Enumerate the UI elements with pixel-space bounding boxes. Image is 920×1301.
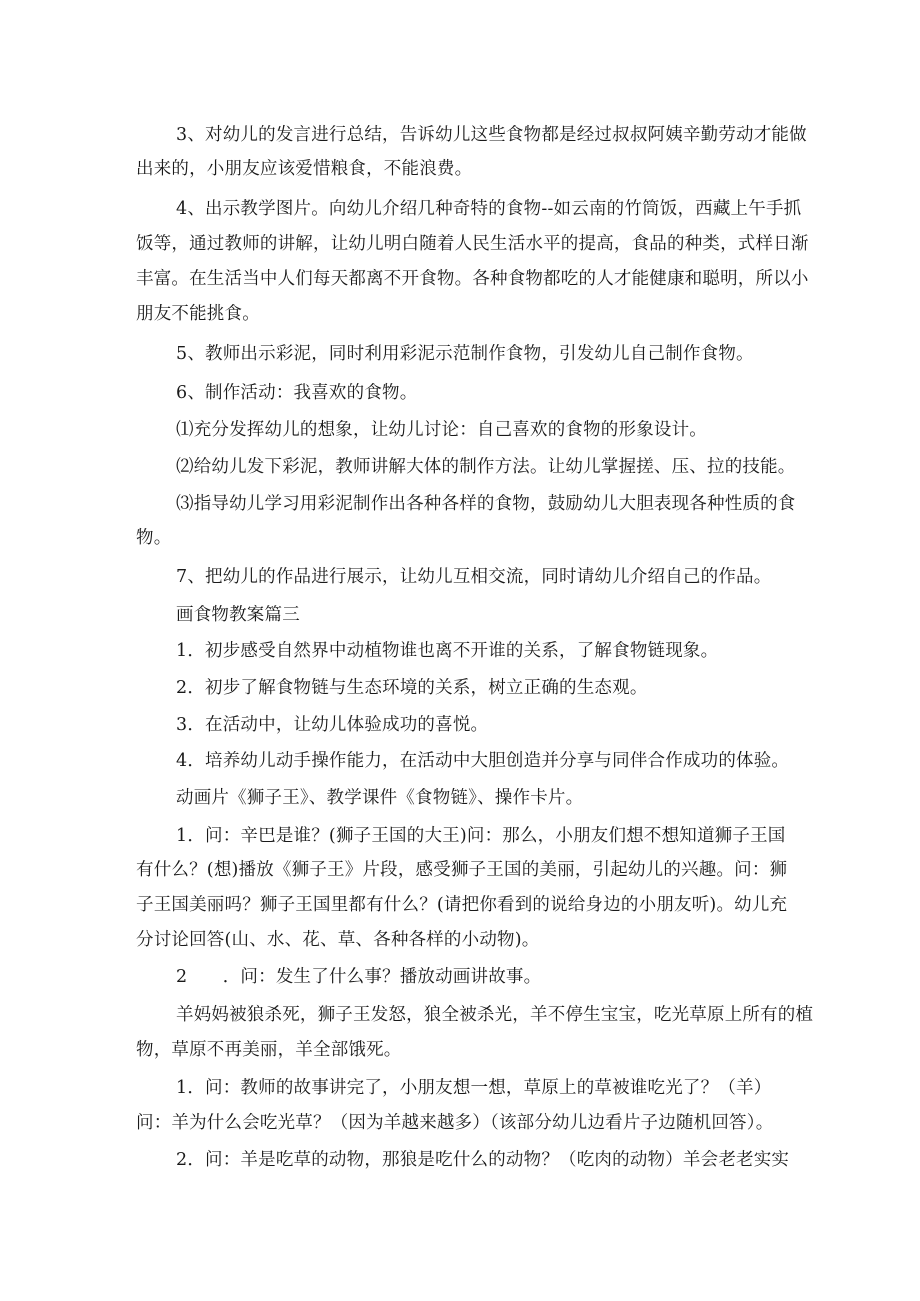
text-line: 出来的，小朋友应该爱惜粮食，不能浪费。 xyxy=(136,159,473,179)
text-line: 7、把幼儿的作品进行展示，让幼儿互相交流，同时请幼儿介绍自己的作品。 xyxy=(176,567,772,587)
text-line: 6、制作活动：我喜欢的食物。 xyxy=(176,383,418,403)
text-line: 丰富。在生活当中人们每天都离不开食物。各种食物都吃的人才能健康和聪明，所以小 xyxy=(136,269,809,289)
text-line: ⑵给幼儿发下彩泥，教师讲解大体的制作方法。让幼儿掌握搓、压、拉的技能。 xyxy=(176,457,796,477)
text-line: 朋友不能挑食。 xyxy=(136,304,260,324)
list-item: 3．在活动中，让幼儿体验成功的喜悦。 xyxy=(176,715,489,735)
text-line: ⑴充分发挥幼儿的想象，让幼儿讨论：自己喜欢的食物的形象设计。 xyxy=(176,420,707,440)
text-line: 羊妈妈被狼杀死，狮子王发怒，狼全被杀光，羊不停生宝宝，吃光草原上所有的植 xyxy=(176,1005,814,1025)
text-line: 饭等，通过教师的讲解，让幼儿明白随着人民生活水平的提高，食品的种类，式样日渐 xyxy=(136,234,809,254)
list-item: 1．问：教师的故事讲完了，小朋友想一想，草原上的草被谁吃光了？（羊） xyxy=(176,1078,772,1098)
list-item: 2 ．问：发生了什么事？播放动画讲故事。 xyxy=(176,967,542,987)
text-line: 4、出示教学图片。向幼儿介绍几种奇特的食物--如云南的竹筒饭，西藏上午手抓 xyxy=(176,199,802,219)
text-line: 子王国美丽吗？狮子王国里都有什么？(请把你看到的说给身边的小朋友听)。幼儿充 xyxy=(136,895,788,915)
text-line: 物。 xyxy=(136,528,172,548)
text-line: 物，草原不再美丽，羊全部饿死。 xyxy=(136,1040,402,1060)
text-line: 5、教师出示彩泥，同时利用彩泥示范制作食物，引发幼儿自己制作食物。 xyxy=(176,344,754,364)
text-line: 动画片《狮子王》、教学课件《食物链》、操作卡片。 xyxy=(176,788,584,808)
list-item: 4．培养幼儿动手操作能力，在活动中大胆创造并分享与同伴合作成功的体验。 xyxy=(176,751,790,771)
list-item: 1．初步感受自然界中动植物谁也离不开谁的关系，了解食物链现象。 xyxy=(176,641,719,661)
text-line: 问：羊为什么会吃光草？（因为羊越来越多）（该部分幼儿边看片子边随机回答）。 xyxy=(136,1113,774,1133)
list-item: 2．初步了解食物链与生态环境的关系，树立正确的生态观。 xyxy=(176,678,648,698)
list-item: 1．问：辛巴是谁？(狮子王国的大王)问：那么，小朋友们想不想知道狮子王国 xyxy=(176,826,786,846)
list-item: 2．问：羊是吃草的动物，那狼是吃什么的动物？（吃肉的动物）羊会老老实实 xyxy=(176,1150,790,1170)
text-line: 分讨论回答(山、水、花、草、各种各样的小动物)。 xyxy=(136,930,540,950)
text-line: ⑶指导幼儿学习用彩泥制作出各种各样的食物，鼓励幼儿大胆表现各种性质的食 xyxy=(176,494,796,514)
text-line: 3、对幼儿的发言进行总结，告诉幼儿这些食物都是经过叔叔阿姨辛勤劳动才能做 xyxy=(176,125,807,145)
text-line: 有什么？(想)播放《狮子王》片段，感受狮子王国的美丽，引起幼儿的兴趣。问：狮 xyxy=(136,860,788,880)
section-heading: 画食物教案篇三 xyxy=(176,605,300,625)
